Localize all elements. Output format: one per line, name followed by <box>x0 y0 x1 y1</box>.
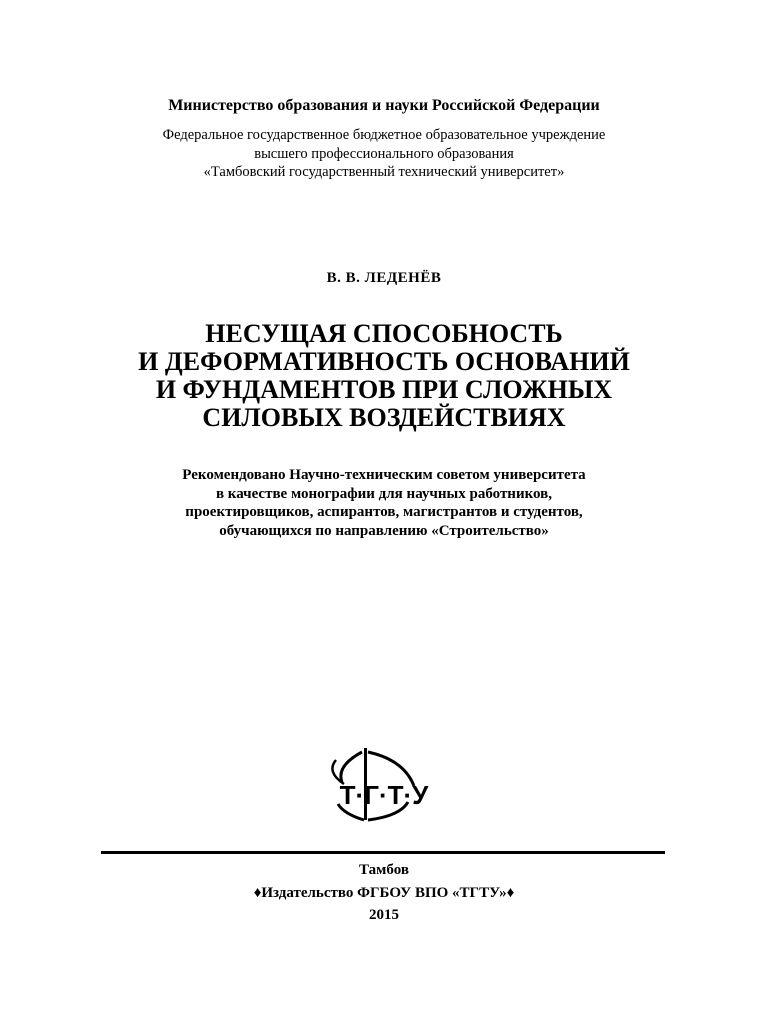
book-title <box>0 320 768 432</box>
recommendation-line: обучающихся по направлению «Строительство» <box>219 522 549 539</box>
institution-line: «Тамбовский государственный технический университет» <box>203 164 565 180</box>
title-line: НЕСУЩАЯ СПОСОБНОСТЬ <box>205 319 563 348</box>
title-line: СИЛОВЫХ ВОЗДЕЙСТВИЯХ <box>202 403 566 432</box>
recommendation-line: проектировщиков, аспирантов, магистрантов и студентов, <box>185 504 583 520</box>
logo-text: Т·Г·Т·У <box>339 780 429 810</box>
divider <box>101 851 665 854</box>
publisher-line: ♦Издательство ФГБОУ ВПО «ТГТУ»♦ <box>253 885 515 901</box>
city-line: Тамбов <box>359 862 409 878</box>
tgtu-logo-icon <box>304 746 464 822</box>
ministry-line: Министерство образования и науки Российской Федерации <box>168 97 600 114</box>
recommendation-block <box>0 466 768 540</box>
year-line: 2015 <box>369 907 399 923</box>
title-line: И ФУНДАМЕНТОВ ПРИ СЛОЖНЫХ <box>155 375 613 404</box>
recommendation-line: в качестве монографии для научных работников, <box>215 485 553 502</box>
title-line: И ДЕФОРМАТИВНОСТЬ ОСНОВАНИЙ <box>138 347 630 376</box>
author-name: В. В. ЛЕДЕНЁВ <box>326 270 442 286</box>
institution-line: Федеральное государственное бюджетное образовательное учреждение <box>162 127 606 143</box>
institution-block <box>0 126 768 182</box>
institution-line: высшего профессионального образования <box>254 145 514 162</box>
recommendation-line: Рекомендовано Научно-техническим советом университета <box>182 467 586 483</box>
